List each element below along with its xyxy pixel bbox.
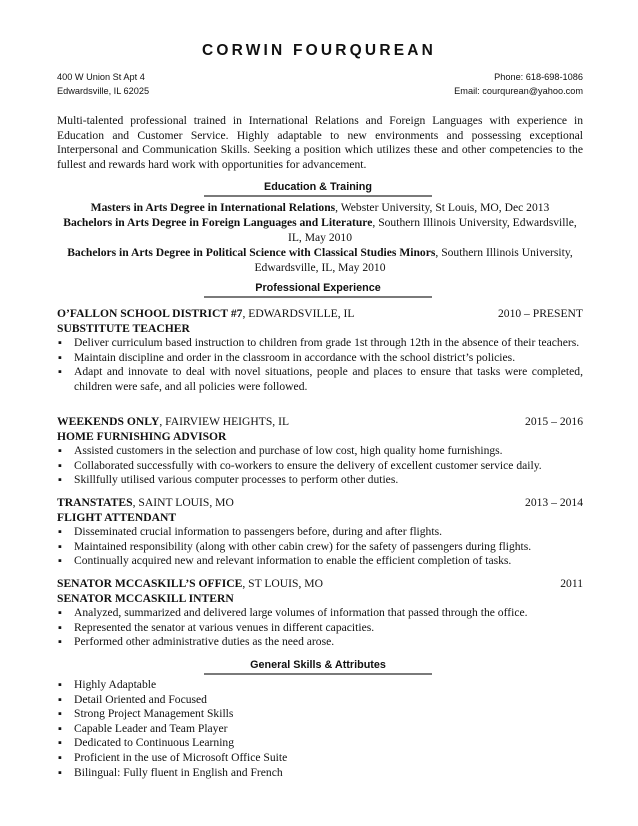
- job-title: FLIGHT ATTENDANT: [57, 510, 177, 524]
- section-title: Professional Experience: [255, 282, 381, 294]
- employer: TRANSTATES: [57, 496, 133, 509]
- job-entry: [57, 415, 583, 488]
- job-dates: 2011: [560, 577, 583, 590]
- bullet-item: ▪ Adapt and innovate to deal with novel situations, people and places to ensure that tasks were completed, children were safe, and all policies were followed.: [57, 365, 583, 394]
- job-entry: [57, 577, 583, 650]
- bullet-item: ▪ Represented the senator at various venues in different capacities.: [57, 621, 583, 636]
- email: Email: courqurean@yahoo.com: [454, 86, 583, 96]
- bullet-item: ▪ Disseminated crucial information to passengers before, during and after flights.: [57, 525, 583, 540]
- section-divider: [204, 673, 432, 675]
- contact-block: [57, 70, 583, 98]
- job-bullets: [57, 606, 583, 650]
- summary-paragraph: Multi-talented professional trained in International Relations and Foreign Languages with experience in Education and Customer Service. Highly adaptable to new environments and possessing exceptional Interpersonal and Communication Skills. Seeking a position which utilizes these and other competencies to the fullest and rewards hard work with opportunities for advancement.: [57, 114, 583, 171]
- job-location: , EDWARDSVILLE, IL: [242, 307, 355, 320]
- bullet-item: ▪ Assisted customers in the selection and purchase of low cost, high quality home furnishings.: [57, 444, 583, 459]
- job-dates: 2013 – 2014: [525, 496, 583, 509]
- job-title: SENATOR MCCASKILL INTERN: [57, 591, 234, 605]
- address-line-2: Edwardsville, IL 62025: [57, 86, 150, 96]
- candidate-name: CORWIN FOURQUREAN: [201, 42, 437, 59]
- skills-list: [57, 678, 583, 780]
- degree: Bachelors in Arts Degree in Foreign Languages and Literature: [63, 216, 373, 229]
- job-entry: [57, 496, 583, 569]
- education-list: [57, 200, 583, 275]
- bullet-item: ▪ Maintained responsibility (along with other cabin crew) for the safety of passengers during flights.: [57, 540, 583, 555]
- job-location: , SAINT LOUIS, MO: [132, 496, 234, 509]
- education-entry: [57, 215, 583, 245]
- section-title: General Skills & Attributes: [250, 659, 386, 671]
- employer: SENATOR MCCASKILL’S OFFICE: [57, 577, 243, 590]
- skill-item: ▪ Detail Oriented and Focused: [57, 693, 583, 708]
- employer: O’FALLON SCHOOL DISTRICT #7: [57, 307, 243, 320]
- section-heading-education: [204, 181, 432, 197]
- bullet-item: ▪ Analyzed, summarized and delivered large volumes of information that passed through the office.: [57, 606, 583, 621]
- bullet-item: ▪ Performed other administrative duties as the need arose.: [57, 635, 583, 650]
- job-bullets: [57, 444, 583, 488]
- job-entry: [57, 307, 583, 395]
- skill-item: ▪ Highly Adaptable: [57, 678, 583, 693]
- job-location: , ST LOUIS, MO: [242, 577, 323, 590]
- employer: WEEKENDS ONLY: [57, 415, 160, 428]
- section-heading-skills: [204, 659, 432, 675]
- bullet-item: ▪ Deliver curriculum based instruction to children from grade 1st through 12th in the absence of their teachers.: [57, 336, 583, 351]
- job-dates: 2010 – PRESENT: [497, 307, 583, 320]
- job-bullets: [57, 336, 583, 394]
- skill-item: ▪ Proficient in the use of Microsoft Office Suite: [57, 751, 583, 766]
- bullet-item: ▪ Maintain discipline and order in the classroom in accordance with the school district’s policies.: [57, 351, 583, 366]
- skill-item: ▪ Dedicated to Continuous Learning: [57, 736, 583, 751]
- skill-item: ▪ Strong Project Management Skills: [57, 707, 583, 722]
- job-title: HOME FURNISHING ADVISOR: [57, 429, 227, 443]
- education-entry: [57, 245, 583, 275]
- education-entry: [57, 200, 583, 215]
- degree: Masters in Arts Degree in International Relations: [90, 201, 336, 214]
- phone: Phone: 618-698-1086: [494, 72, 583, 82]
- bullet-item: ▪ Skillfully utilised various computer processes to perform other duties.: [57, 473, 583, 488]
- bullet-item: ▪ Collaborated successfully with co-workers to ensure the delivery of excellent customer service daily.: [57, 459, 583, 474]
- job-location: , FAIRVIEW HEIGHTS, IL: [159, 415, 290, 428]
- skill-item: ▪ Capable Leader and Team Player: [57, 722, 583, 737]
- job-bullets: [57, 525, 583, 569]
- degree: Bachelors in Arts Degree in Political Science with Classical Studies Minors: [67, 246, 436, 259]
- skill-item: ▪ Bilingual: Fully fluent in English and French: [57, 766, 583, 781]
- bullet-item: ▪ Continually acquired new and relevant information to enable the efficient completion of tasks.: [57, 554, 583, 569]
- job-dates: 2015 – 2016: [525, 415, 583, 428]
- degree-details: , Webster University, St Louis, MO, Dec 2013: [335, 201, 550, 214]
- degree-details: , Southern Illinois University, Edwardsville, IL, May 2010: [254, 246, 573, 274]
- address-line-1: 400 W Union St Apt 4: [57, 72, 145, 82]
- job-title: SUBSTITUTE TEACHER: [57, 321, 190, 335]
- section-heading-experience: [204, 282, 432, 298]
- section-divider: [204, 296, 432, 298]
- section-divider: [204, 195, 432, 197]
- section-title: Education & Training: [264, 181, 372, 193]
- degree-details: , Southern Illinois University, Edwardsville, IL, May 2010: [287, 216, 577, 244]
